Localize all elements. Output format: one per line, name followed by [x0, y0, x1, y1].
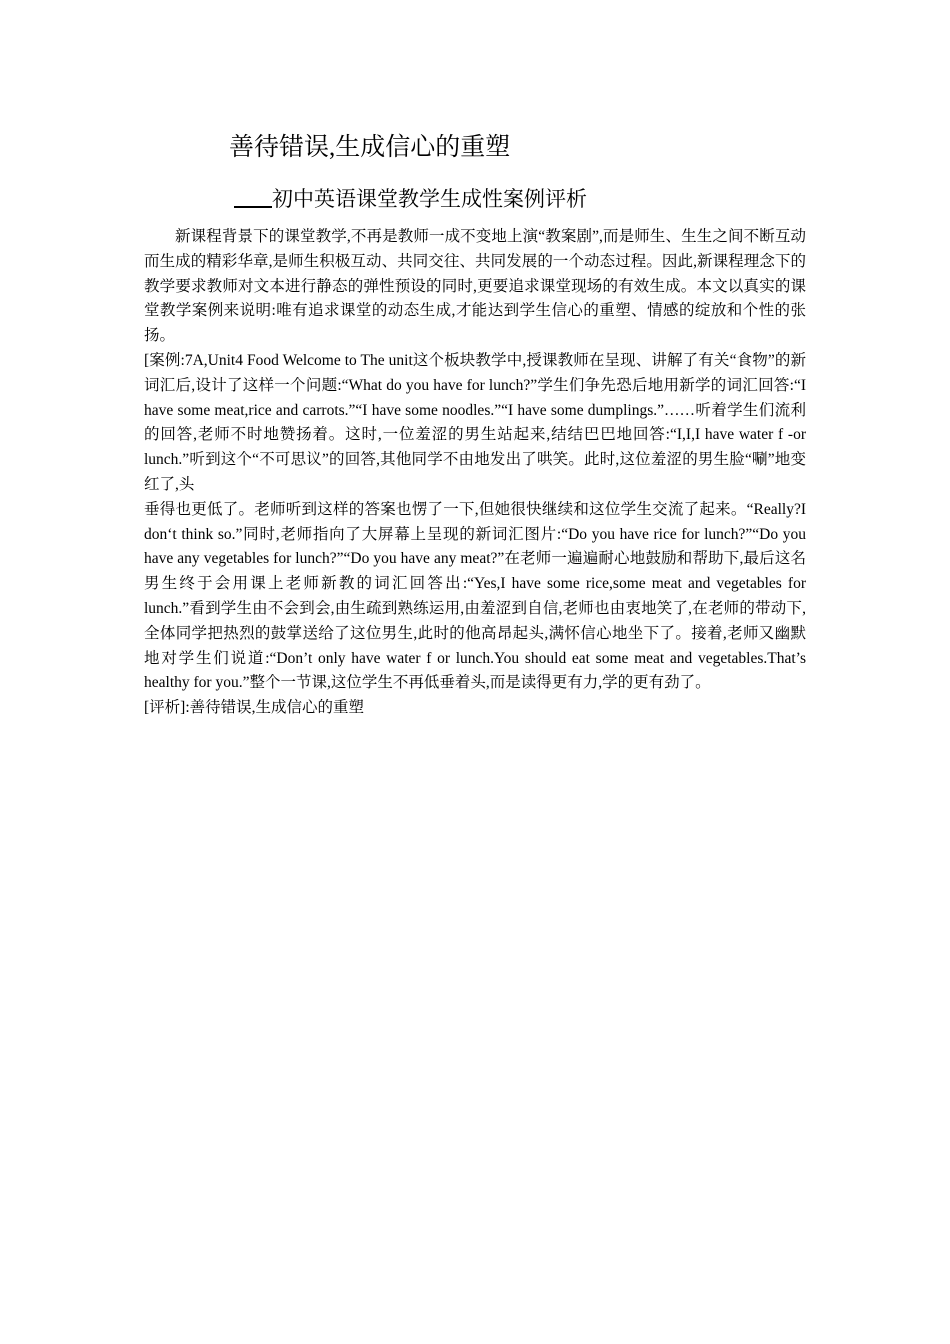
subtitle-dash-line [234, 184, 272, 208]
subtitle-text: 初中英语课堂教学生成性案例评析 [272, 187, 587, 211]
paragraph-intro: 新课程背景下的课堂教学,不再是教师一成不变地上演“教案剧”,而是师生、生生之间不断互动而生成的精彩华章,是师生积极互动、共同交往、共同发展的一个动态过程。因此,新课程理念下的教学要求教师对文本进行静态的弹性预设的同时,更要追求课堂现场的有效生成。本文以真实的课堂教学案例来说明:唯有追求课堂的动态生成,才能达到学生信心的重塑、情感的绽放和个性的张扬。 [144, 228, 806, 345]
document-subtitle [234, 184, 587, 214]
document-title: 善待错误,生成信心的重塑 [229, 134, 511, 161]
paragraph-case: [案例:7A,Unit4 Food Welcome to The unit这个板块教学中,授课教师在呈现、讲解了有关“食物”的新词汇后,设计了这样一个问题:“What do you have for lunch?”学生们争先恐后地用新学的词汇回答:“I have some meat,rice and carrots.”“I have some noodles.”“I have some dumplings.”……听着学生们流利的回答,老师不时地赞扬着。这时,一位羞涩的男生站起来,结结巴巴地回答:“I,I,I have water f -or lunch.”听到这个“不可思议”的回答,其他同学不由地发出了哄笑。此时,这位羞涩的男生脸“唰”地变红了,头 [144, 351, 806, 493]
document-body [144, 225, 806, 721]
paragraph-case-continued: 垂得也更低了。老师听到这样的答案也愣了一下,但她很快继续和这位学生交流了起来。“Really?I don‘t think so.”同时,老师指向了大屏幕上呈现的新词汇图片:“Do you have rice for lunch?”“Do you have any vegetables for lunch?”“Do you have any meat?”在老师一遍遍耐心地鼓励和帮助下,最后这名男生终于会用课上老师新教的词汇回答出:“Yes,I have some rice,some meat and vegetables for lunch.”看到学生由不会到会,由生疏到熟练运用,由羞涩到自信,老师也由衷地笑了,在老师的带动下,全体同学把热烈的鼓掌送给了这位男生,此时的他高昂起头,满怀信心地坐下了。接着,老师又幽默地对学生们说道:“Don’t only have water f or lunch.You should eat some meat and vegetables.That’s healthy for you.”整个一节课,这位学生不再低垂着头,而是读得更有力,学的更有劲了。 [144, 500, 806, 692]
paragraph-analysis-heading: [评析]:善待错误,生成信心的重塑 [144, 699, 365, 717]
